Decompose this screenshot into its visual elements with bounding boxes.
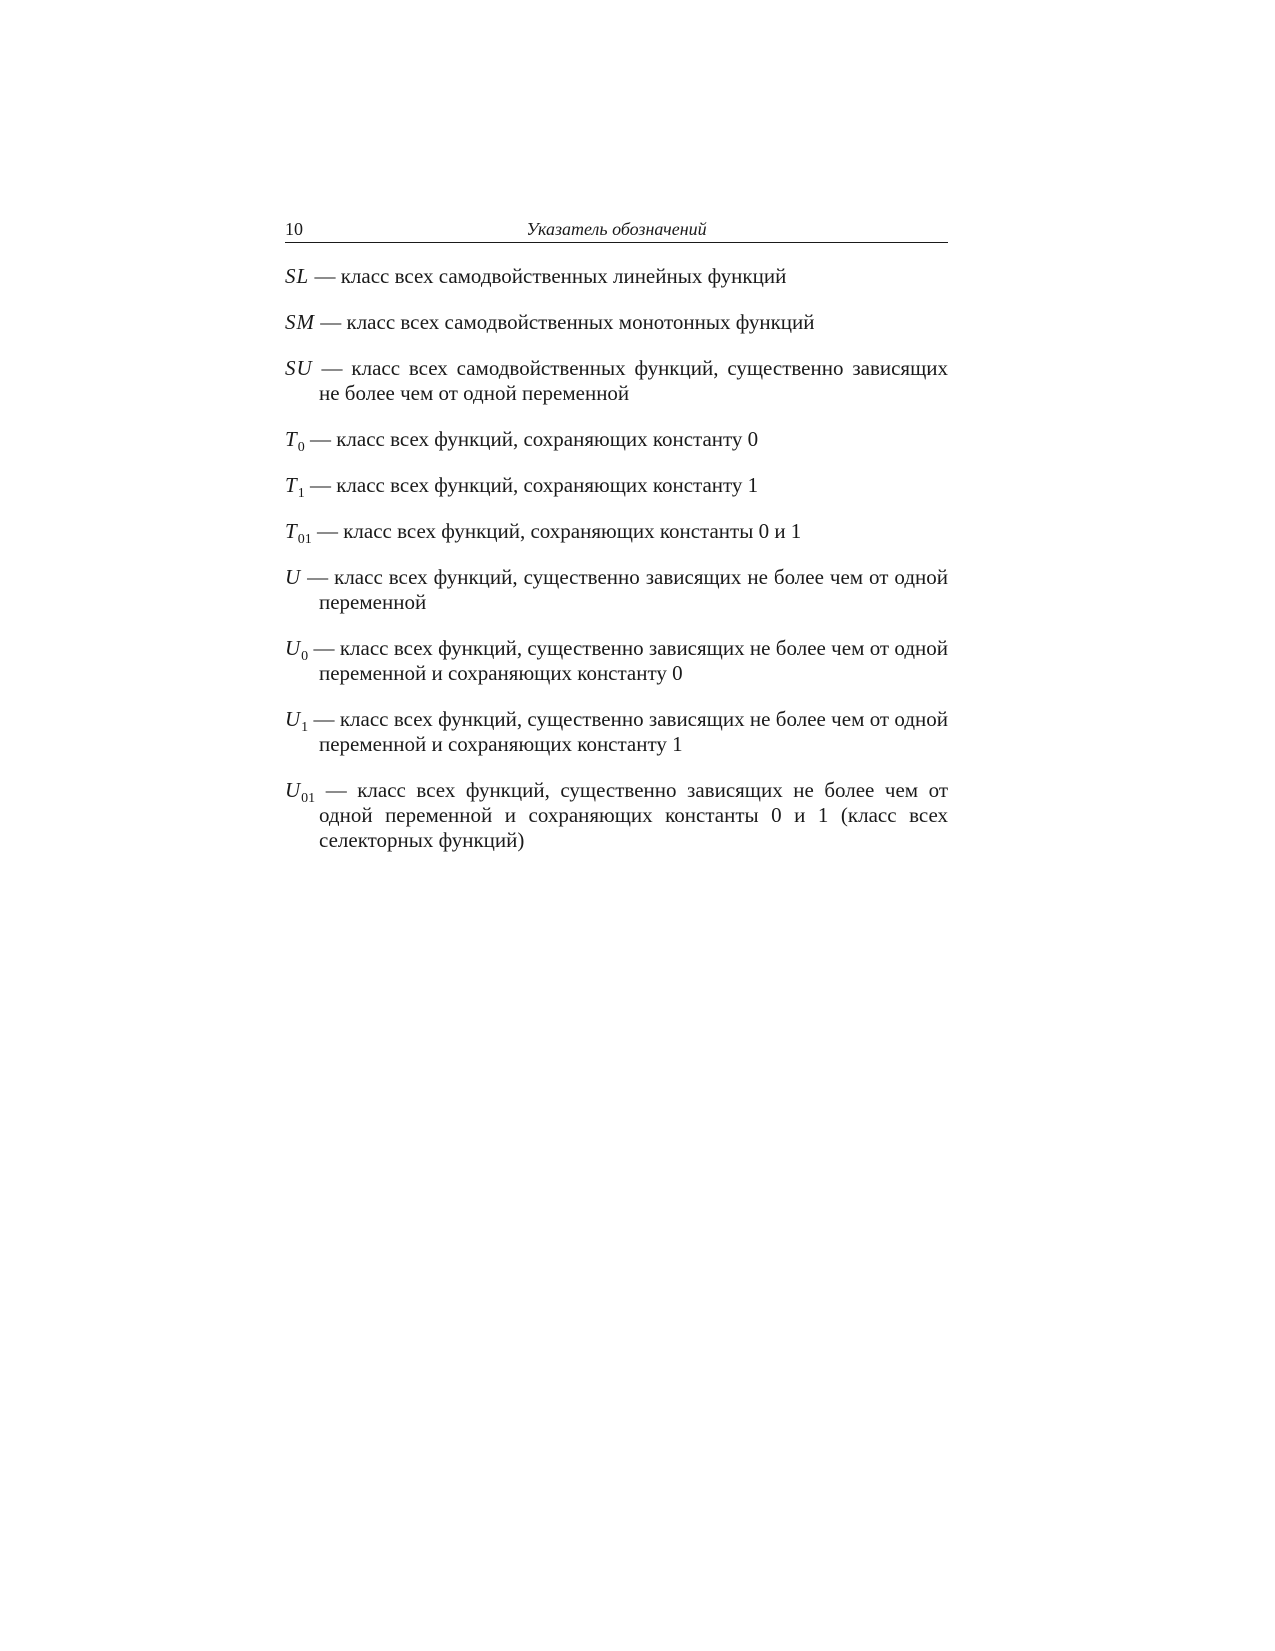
notation-symbol: $U_0$ (285, 636, 309, 665)
notation-symbol: SU (285, 356, 313, 380)
notation-definition: — класс всех функций, существенно зависящих не более чем от одной переменной и сохраняющих константу 1 (308, 707, 948, 756)
notation-entry-u01 (285, 778, 948, 853)
notation-symbol: $T_1$ (285, 473, 305, 502)
notation-definition: — класс всех самодвойственных линейных функций (309, 264, 787, 288)
notation-definition: — класс всех функций, сохраняющих константу 1 (304, 473, 759, 497)
notation-definition: — класс всех функций, существенно зависящих не более чем от одной переменной и сохраняющих константу 0 (308, 636, 948, 685)
notation-symbol: $U_1$ (285, 707, 309, 736)
notation-definition: — класс всех самодвойственных монотонных функций (315, 310, 815, 334)
notation-symbol: SL (285, 264, 310, 288)
notation-definition: — класс всех самодвойственных функций, существенно зависящих не более чем от одной переменной (312, 356, 948, 405)
notation-symbol: U (285, 565, 302, 589)
notation-entry-sl (285, 264, 948, 289)
notation-definition: — класс всех функций, сохраняющих константу 0 (304, 427, 759, 451)
notation-entry-su (285, 356, 948, 406)
notation-entry-t0 (285, 427, 948, 456)
notation-definition: — класс всех функций, сохраняющих константы 0 и 1 (311, 519, 802, 543)
notation-symbol: $U_{01}$ (285, 778, 316, 807)
running-head-title: Указатель обозначений (526, 219, 707, 239)
running-head (285, 218, 948, 243)
notation-entry-u0 (285, 636, 948, 686)
notation-symbol: $T_{01}$ (285, 519, 312, 548)
notation-entry-u1 (285, 707, 948, 757)
notation-entry-t01 (285, 519, 948, 548)
notation-symbol: SM (285, 310, 315, 334)
notation-symbol: $T_0$ (285, 427, 305, 456)
notation-entry-u (285, 565, 948, 615)
notation-entry-t1 (285, 473, 948, 502)
notation-list (285, 264, 948, 853)
notation-entry-sm (285, 310, 948, 335)
notation-definition: — класс всех функций, существенно зависящих не более чем от одной переменной и сохраняющих константы 0 и 1 (класс всех селекторных функций) (315, 778, 948, 852)
notation-definition: — класс всех функций, существенно зависящих не более чем от одной переменной (301, 565, 948, 614)
page-number: 10 (285, 219, 303, 239)
book-page (285, 218, 948, 865)
